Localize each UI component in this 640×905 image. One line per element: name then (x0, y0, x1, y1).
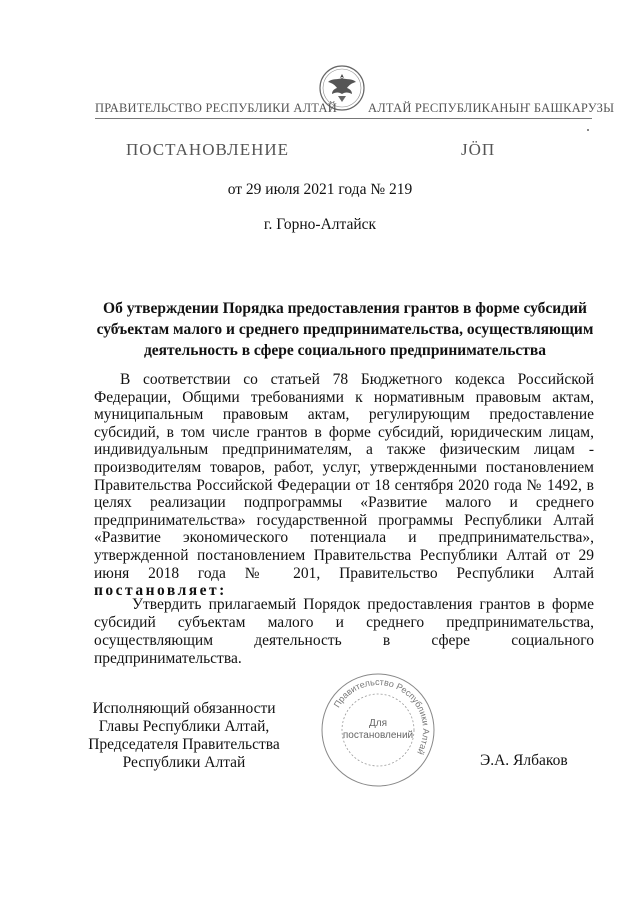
preamble-paragraph (94, 371, 594, 600)
signatory-title-line: Республики Алтай (122, 754, 246, 771)
resolve-word: постановляет: (94, 582, 227, 600)
decision-paragraph: Утвердить прилагаемый Порядок предоставления грантов в форме субсидий субъектам малого и среднего предпринимательства, осуществляющим деятельность в сфере социального предпринимательства. (94, 596, 594, 667)
scan-mark (587, 129, 589, 131)
header-divider (95, 118, 592, 119)
signatory-title-line: Главы Республики Алтай, (98, 718, 270, 735)
document-type-altai: JӦП (461, 140, 496, 159)
stamp-center-line: Для (368, 718, 388, 729)
document-city: г. Горно-Алтайск (263, 216, 377, 233)
document-type-russian: ПОСТАНОВЛЕНИЕ (126, 140, 290, 159)
document-date-number: от 29 июля 2021 года № 219 (227, 181, 413, 198)
stamp-center-line: постановлений (342, 730, 414, 741)
signatory-title-line: Исполняющий обязанности (92, 700, 276, 717)
org-name-altai: АЛТАЙ РЕСПУБЛИКАНЫҤ БАШКАРУЗЫ (368, 101, 615, 115)
org-name-russian: ПРАВИТЕЛЬСТВО РЕСПУБЛИКИ АЛТАЙ (95, 101, 337, 115)
signatory-title (84, 700, 284, 772)
stamp-ring-textpath: Правительство Республики Алтай (331, 676, 432, 757)
document-title: Об утверждении Порядка предоставления грантов в форме субсидий субъектам малого и среднего предпринимательства, осуществляющим деятельность в сфере социального предпринимательства (96, 300, 594, 359)
signatory-title-line: Председателя Правительства (88, 736, 280, 753)
preamble-text: В соответствии со статьей 78 Бюджетного кодекса Российской Федерации, Общими требованиями к нормативным правовым актам, муниципальным правовым актам, регулирующим предоставление субсидий, в том числе грантов в форме субсидий, юридическим лицам, индивидуальным предпринимателям, а также физическим лицам - производителям товаров, работ, услуг, утвержденными постановлением Правительства Российской Федерации от 18 сентября 2020 года № 1492, в целях реализации подпрограммы «Развитие малого и среднего предпринимательства» государственной программы Республики Алтай «Развитие экономического потенциала и предпринимательства», утвержденной постановлением Правительства Республики Алтай от 29 июня 2018 года № 201, Правительство Республики Алтай (94, 371, 594, 582)
signatory-name: Э.А. Ялбаков (480, 752, 568, 769)
stamp-center-text (318, 718, 438, 742)
